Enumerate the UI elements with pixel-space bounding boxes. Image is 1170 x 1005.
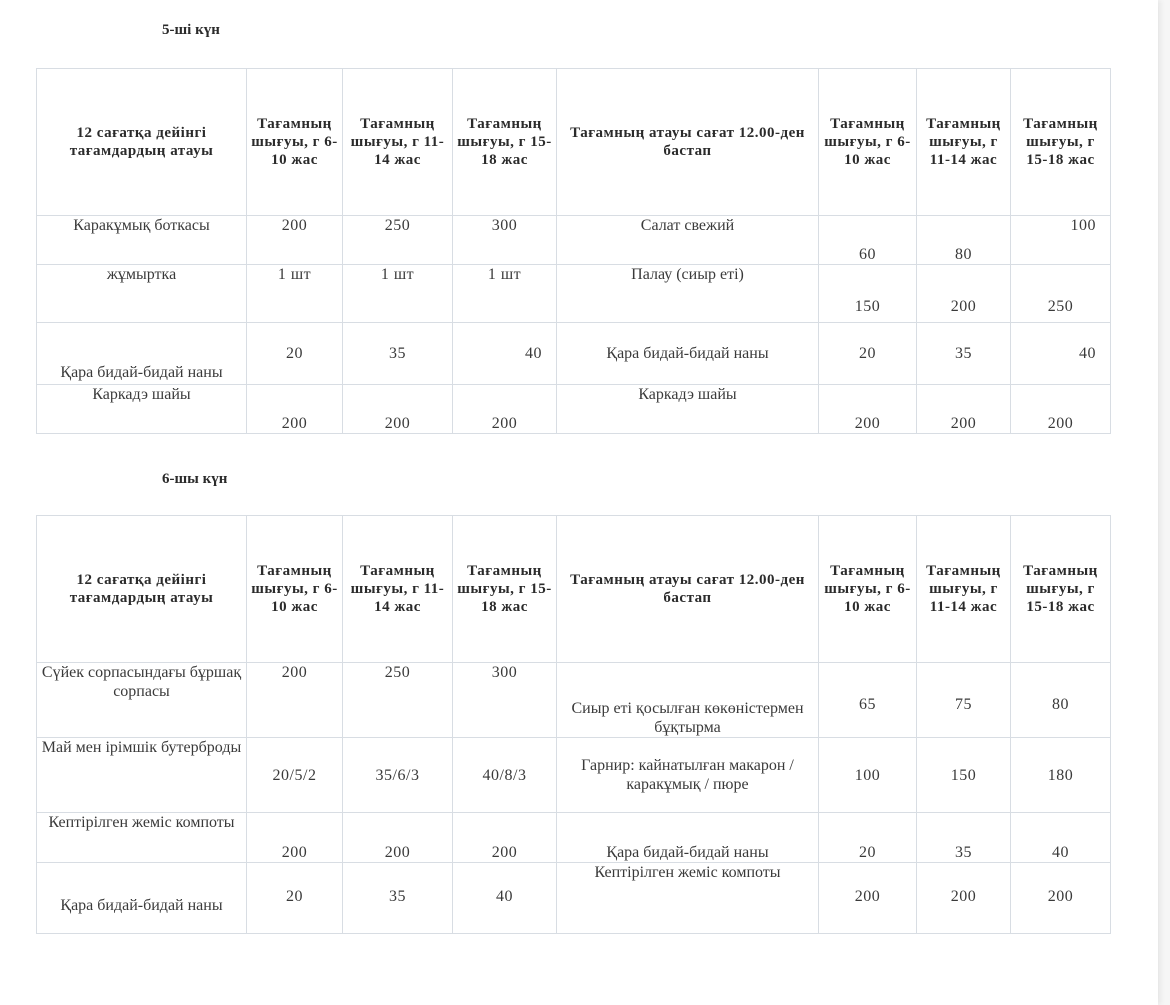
cell-dish-name: Май мен ірімшік бутерброды [37,738,247,813]
cell-value: 100 [819,738,917,813]
cell-value: 40 [1011,323,1111,385]
cell-value: 20/5/2 [247,738,343,813]
cell-dish-name: Каркадэ шайы [37,385,247,434]
cell-value: 200 [819,863,917,934]
cell-value: 20 [247,323,343,385]
cell-value: 200 [1011,385,1111,434]
cell-value: 65 [819,663,917,738]
cell-dish-name: Каракұмық боткасы [37,216,247,265]
cell-dish-name: Сиыр еті қосылған көкөністермен бұқтырма [557,663,819,738]
cell-value: 1 шт [453,265,557,323]
cell-value: 35 [917,813,1011,863]
cell-value: 60 [819,216,917,265]
header-name-before-noon: 12 сағатқа дейінгі тағамдардың атауы [37,69,247,216]
day-6-menu-table [36,515,1111,934]
cell-value: 20 [819,813,917,863]
cell-value: 35 [343,323,453,385]
header-output-6-10: Тағамның шығуы, г 6-10 жас [247,69,343,216]
header-name-after-noon: Тағамның атауы сағат 12.00-ден бастап [557,69,819,216]
cell-dish-name: Қара бидай-бидай наны [37,863,247,934]
cell-value: 200 [247,663,343,738]
cell-value: 35/6/3 [343,738,453,813]
cell-value: 200 [247,813,343,863]
cell-value: 20 [247,863,343,934]
table-row [37,738,1111,813]
cell-value: 300 [453,663,557,738]
header-output2-15-18: Тағамның шығуы, г 15-18 жас [1011,69,1111,216]
cell-dish-name: Қара бидай-бидай наны [557,323,819,385]
cell-value: 180 [1011,738,1111,813]
table-row [37,385,1111,434]
header-name-before-noon: 12 сағатқа дейінгі тағамдардың атауы [37,516,247,663]
cell-value: 1 шт [343,265,453,323]
cell-value: 40 [453,323,557,385]
header-name-after-noon: Тағамның атауы сағат 12.00-ден бастап [557,516,819,663]
day-5-title: 5-ші күн [162,22,220,38]
header-output-11-14: Тағамның шығуы, г 11-14 жас [343,516,453,663]
cell-dish-name: Гарнир: кайнатылған макарон / каракұмық / пюре [557,738,819,813]
cell-value: 250 [343,663,453,738]
cell-value: 40 [453,863,557,934]
cell-value: 80 [1011,663,1111,738]
cell-value: 250 [343,216,453,265]
cell-value: 75 [917,663,1011,738]
header-output-15-18: Тағамның шығуы, г 15-18 жас [453,69,557,216]
table-row [37,813,1111,863]
cell-value: 200 [343,813,453,863]
cell-value: 35 [343,863,453,934]
day-6-title: 6-шы күн [162,471,228,487]
cell-value: 200 [819,385,917,434]
cell-value: 150 [917,738,1011,813]
table-row [37,663,1111,738]
cell-dish-name: Қара бидай-бидай наны [37,323,247,385]
cell-dish-name: Палау (сиыр еті) [557,265,819,323]
cell-value: 200 [343,385,453,434]
cell-value: 20 [819,323,917,385]
cell-value: 200 [917,265,1011,323]
cell-value: 200 [917,863,1011,934]
header-output2-11-14: Тағамның шығуы, г 11-14 жас [917,69,1011,216]
cell-dish-name: Кептірілген жеміс компоты [557,863,819,934]
cell-value: 150 [819,265,917,323]
cell-value: 200 [247,216,343,265]
cell-value: 40/8/3 [453,738,557,813]
table-header-row [37,69,1111,216]
cell-value: 100 [1011,216,1111,265]
cell-dish-name: Кептірілген жеміс компоты [37,813,247,863]
table-row [37,323,1111,385]
cell-value: 300 [453,216,557,265]
table-header-row [37,516,1111,663]
table-row [37,216,1111,265]
cell-dish-name: Қара бидай-бидай наны [557,813,819,863]
cell-value: 200 [453,385,557,434]
cell-value: 250 [1011,265,1111,323]
cell-value: 200 [917,385,1011,434]
cell-dish-name: Каркадэ шайы [557,385,819,434]
day-5-menu-table [36,68,1111,434]
header-output-11-14: Тағамның шығуы, г 11-14 жас [343,69,453,216]
header-output2-11-14: Тағамның шығуы, г 11-14 жас [917,516,1011,663]
table-row [37,265,1111,323]
header-output-15-18: Тағамның шығуы, г 15-18 жас [453,516,557,663]
header-output-6-10: Тағамның шығуы, г 6-10 жас [247,516,343,663]
header-output2-6-10: Тағамның шығуы, г 6-10 жас [819,69,917,216]
cell-dish-name: жұмыртка [37,265,247,323]
table-row [37,863,1111,934]
cell-value: 40 [1011,813,1111,863]
cell-value: 1 шт [247,265,343,323]
cell-value: 35 [917,323,1011,385]
cell-dish-name: Салат свежий [557,216,819,265]
cell-value: 80 [917,216,1011,265]
cell-value: 200 [453,813,557,863]
header-output2-15-18: Тағамның шығуы, г 15-18 жас [1011,516,1111,663]
cell-value: 200 [247,385,343,434]
header-output2-6-10: Тағамның шығуы, г 6-10 жас [819,516,917,663]
cell-dish-name: Сүйек сорпасындағы бұршақ сорпасы [37,663,247,738]
cell-value: 200 [1011,863,1111,934]
